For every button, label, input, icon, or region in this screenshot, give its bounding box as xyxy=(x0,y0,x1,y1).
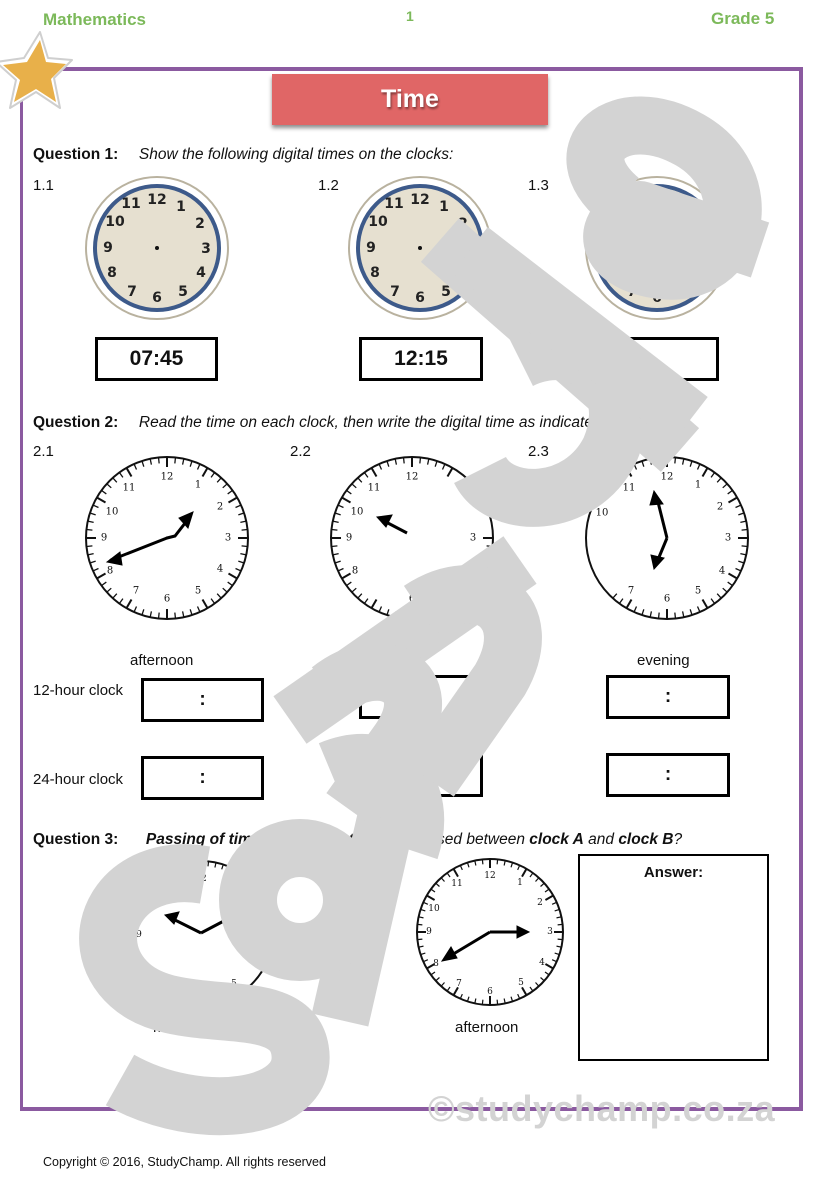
clock-numeral: 6 xyxy=(152,290,162,306)
answer-input-2-3-24h[interactable]: : xyxy=(606,753,730,797)
period-label: evening xyxy=(637,652,690,669)
clock-numeral: 2 xyxy=(195,216,205,232)
question-1-instruction: Show the following digital times on the clocks: xyxy=(138,146,454,163)
clock-numeral: 10 xyxy=(605,214,625,230)
clock-numeral: 12 xyxy=(195,874,207,884)
clock-numeral: 5 xyxy=(518,978,524,988)
clock-numeral: 8 xyxy=(351,565,359,577)
item-number: 1.2 xyxy=(318,177,339,194)
site-watermark: ©studychamp.co.za xyxy=(428,1088,776,1129)
clock-numeral: 10 xyxy=(428,904,440,914)
clock-numeral: 1 xyxy=(439,199,449,215)
instruction-text: and xyxy=(583,831,619,848)
clock-numeral: 3 xyxy=(261,928,267,938)
page-title: Time xyxy=(381,85,439,113)
clock-numeral: 1 xyxy=(676,199,686,215)
clock-numeral: 4 xyxy=(718,565,726,577)
answer-input-2-2-24h[interactable] xyxy=(359,753,483,797)
clock-numeral: 4 xyxy=(539,958,545,968)
answer-box[interactable] xyxy=(578,854,769,1061)
item-number: 1.3 xyxy=(528,177,549,194)
digital-time-1-2: 12:15 xyxy=(359,337,483,381)
clock-numeral: 8 xyxy=(433,959,439,969)
answer-input-2-1-24h[interactable]: : xyxy=(141,756,264,800)
clock-numeral: 11 xyxy=(161,881,173,891)
clock-numeral: 12 xyxy=(647,192,667,208)
clock-numeral: 8 xyxy=(370,265,380,281)
clock-numeral: 3 xyxy=(224,532,232,544)
clock-numeral: 8 xyxy=(107,265,117,281)
clock-numeral: 12 xyxy=(147,192,167,208)
clock-numeral: 4 xyxy=(696,265,706,281)
clock-numeral: 2 xyxy=(458,216,468,232)
item-number: 2.3 xyxy=(528,443,549,460)
analog-clock-2-1 xyxy=(82,453,252,623)
copyright-footer: Copyright © 2016, StudyChamp. All rights reserved xyxy=(43,1155,326,1169)
clock-numeral: 12 xyxy=(160,471,174,483)
clock-numeral: 12 xyxy=(410,192,430,208)
clock-numeral: 8 xyxy=(106,565,114,577)
clock-numeral: 8 xyxy=(144,963,150,973)
clock-numeral: 3 xyxy=(201,241,211,257)
question-3-label: Question 3: xyxy=(33,831,119,848)
clock-numeral: 11 xyxy=(622,482,636,494)
question-1-label: Question 1: xyxy=(33,146,119,163)
clock-numeral: 6 xyxy=(415,290,425,306)
clock-numeral: 5 xyxy=(678,284,688,300)
question-1-heading xyxy=(33,146,453,164)
clock-numeral: 6 xyxy=(487,987,493,997)
clock-numeral: 5 xyxy=(178,284,188,300)
clock-numeral: 9 xyxy=(603,240,613,256)
question-2-heading xyxy=(33,414,606,432)
instruction-text: ? xyxy=(673,831,683,848)
answer-label: Answer: xyxy=(643,864,704,881)
clock-numeral: 1 xyxy=(694,479,702,491)
digital-time-1-1: 07:45 xyxy=(95,337,218,381)
clock-numeral: 10 xyxy=(105,214,125,230)
digital-time-1-3 xyxy=(595,337,719,381)
clock-numeral: 11 xyxy=(384,196,404,212)
clock-numeral: 3 xyxy=(724,532,732,544)
clock-numeral: 11 xyxy=(367,482,381,494)
clock-numeral: 2 xyxy=(250,901,256,911)
subject-label: Mathematics xyxy=(43,10,146,29)
title-banner xyxy=(272,74,548,125)
clock-numeral: 1 xyxy=(176,199,186,215)
clock-numeral: 7 xyxy=(627,284,637,300)
clock-numeral: 5 xyxy=(694,585,702,597)
clock-numeral: 3 xyxy=(701,241,711,257)
clock-numeral: 5 xyxy=(439,585,447,597)
period-label: afternoon xyxy=(130,652,194,669)
question-2-label: Question 2: xyxy=(33,414,119,431)
row-label-24-hour: 24-hour clock xyxy=(33,771,124,788)
clock-numeral: 7 xyxy=(456,979,462,989)
page-number: 1 xyxy=(406,8,414,24)
clock-numeral: 10 xyxy=(105,506,119,518)
clock-numeral: 7 xyxy=(390,284,400,300)
clock-numeral: 9 xyxy=(345,532,353,544)
clock-numeral: 7 xyxy=(132,585,140,597)
clock-numeral: 5 xyxy=(231,979,237,989)
clock-numeral: 10 xyxy=(368,214,388,230)
clock-numeral: 10 xyxy=(595,507,609,519)
item-number: 1.1 xyxy=(33,177,54,194)
item-number: 2.1 xyxy=(33,443,54,460)
clock-numeral: 5 xyxy=(194,585,202,597)
clock-numeral: 11 xyxy=(122,482,136,494)
clock-numeral: 4 xyxy=(459,265,469,281)
instruction-emphasis: clock B xyxy=(618,831,674,848)
clock-numeral: 10 xyxy=(350,506,364,518)
clock-numeral: 4 xyxy=(196,265,206,281)
clock-numeral: 2 xyxy=(695,216,705,232)
clock-numeral: 1 xyxy=(194,479,202,491)
analog-clock-b xyxy=(415,857,565,1007)
grade-label: Grade 5 xyxy=(711,9,775,28)
clock-numeral: 5 xyxy=(441,284,451,300)
clock-numeral: 9 xyxy=(100,532,108,544)
clock-numeral: 12 xyxy=(484,871,496,881)
question-3-heading xyxy=(33,831,682,849)
clock-numeral: 9 xyxy=(426,927,432,937)
instruction-text: - how much time has passed between xyxy=(260,831,530,848)
item-number: 2.2 xyxy=(290,443,311,460)
clock-numeral: 9 xyxy=(366,240,376,256)
clock-numeral: 11 xyxy=(621,196,641,212)
blank-clock-1-2[interactable] xyxy=(347,175,493,321)
period-label-clock-a: morning xyxy=(153,1019,208,1036)
clock-numeral: 6 xyxy=(408,593,416,605)
question-2-instruction: Read the time on each clock, then write the digital time as indicated: xyxy=(138,414,606,431)
clock-numeral: 6 xyxy=(652,290,662,306)
clock-numeral: 12 xyxy=(660,471,674,483)
analog-clock-a xyxy=(126,858,276,1008)
clock-numeral: 11 xyxy=(121,196,141,212)
clock-numeral: 2 xyxy=(716,501,724,513)
clock-numeral: 9 xyxy=(103,240,113,256)
clock-numeral: 7 xyxy=(127,284,137,300)
clock-b-label: B xyxy=(362,920,373,937)
clock-numeral: 3 xyxy=(469,532,477,544)
clock-numeral: 1 xyxy=(517,878,523,888)
clock-numeral: 2 xyxy=(216,501,224,513)
answer-input-2-2-12h[interactable]: : xyxy=(359,675,483,719)
instruction-emphasis: Passing of time xyxy=(145,831,261,848)
clock-numeral: 6 xyxy=(663,593,671,605)
analog-clock-2-2 xyxy=(327,453,497,623)
clock-numeral: 6 xyxy=(163,593,171,605)
blank-clock-1-1[interactable] xyxy=(84,175,230,321)
clock-numeral: 3 xyxy=(547,927,553,937)
answer-input-2-1-12h[interactable]: : xyxy=(141,678,264,722)
instruction-emphasis: clock A xyxy=(529,831,584,848)
period-label-clock-b: afternoon xyxy=(455,1019,519,1036)
clock-numeral: 2 xyxy=(537,898,543,908)
clock-numeral: 8 xyxy=(607,265,617,281)
clock-numeral: 9 xyxy=(136,930,142,940)
clock-numeral: 11 xyxy=(451,879,463,889)
analog-clock-2-3 xyxy=(582,453,752,623)
answer-input-2-3-12h[interactable]: : xyxy=(606,675,730,719)
clock-numeral: 3 xyxy=(464,241,474,257)
row-label-12-hour: 12-hour clock xyxy=(33,682,124,699)
clock-numeral: 7 xyxy=(627,585,635,597)
clock-numeral: 4 xyxy=(216,563,224,575)
star-icon xyxy=(0,28,74,120)
clock-numeral: 12 xyxy=(405,471,419,483)
blank-clock-1-3[interactable] xyxy=(584,175,730,321)
